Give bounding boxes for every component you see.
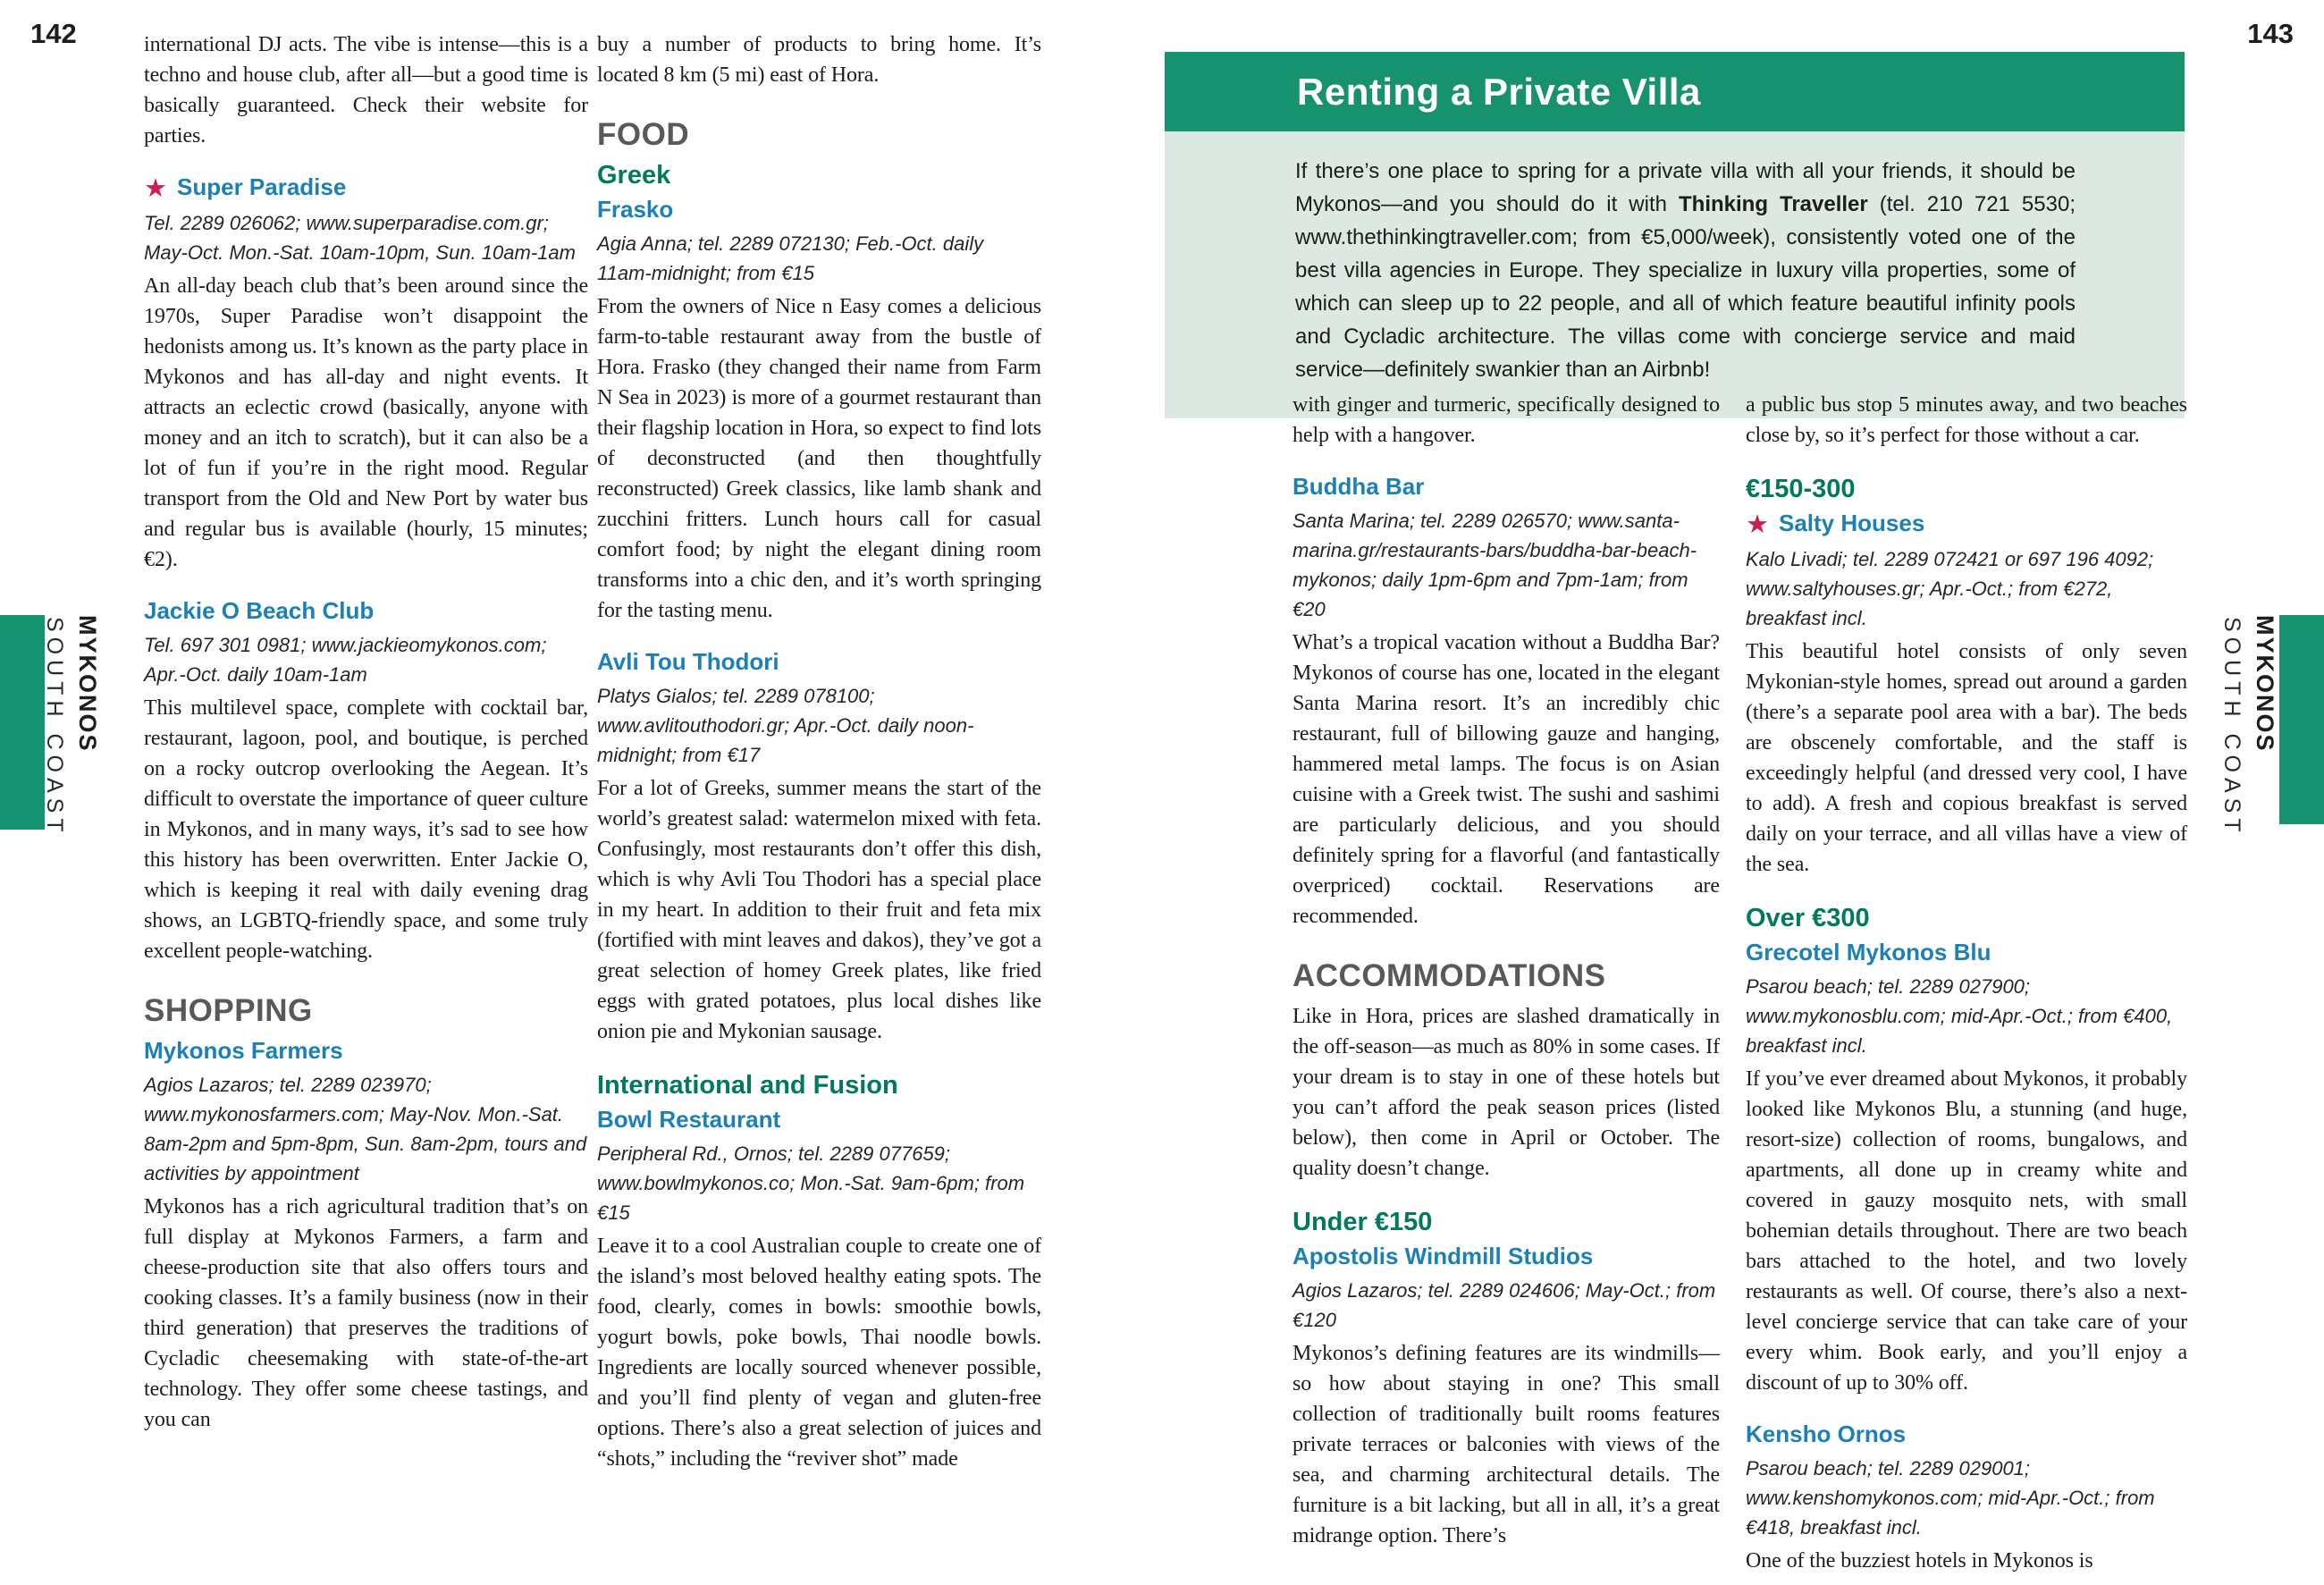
venue-heading: Frasko [597,196,674,223]
page-number-right: 143 [2247,18,2294,49]
body-paragraph: international DJ acts. The vibe is intense—this is a techno and house club, after all—but a good time is basically guaranteed. Check their website for parties. [144,33,588,148]
venue-heading: Mykonos Farmers [144,1037,343,1064]
body-paragraph: buy a number of products to bring home. It’s located 8 km (5 mi) east of Hora. [597,33,1041,87]
venue-heading: Grecotel Mykonos Blu [1746,939,1991,965]
listing-info: Tel. 697 301 0981; www.jackieomykonos.com; Apr.-Oct. daily 10am-1am [144,634,547,686]
listing-info: Santa Marina; tel. 2289 026570; www.santa-marina.gr/restaurants-bars/buddha-bar-beach-mykonos; daily 1pm-6pm and 7pm-1am; from €20 [1293,510,1697,620]
body-paragraph: From the owners of Nice n Easy comes a delicious farm-to-table restaurant away from the bustle of Hora. Frasko (they changed their name from Farm N Sea in 2023) is more of a gourmet restaurant than their flagship location in Hora, so expect to find lots of deconstructed (and then thoughtfully reconstructed) Greek classics, like lamb shank and zucchini fritters. Lunch hours call for casual comfort food; by night the elegant dining room transforms into a chic den, and it’s worth springing for the tasting menu. [597,295,1041,622]
venue-heading: Apostolis Windmill Studios [1293,1243,1594,1269]
chapter-tab-right [2279,615,2324,824]
star-icon: ★ [144,174,167,203]
price-subheading: €150-300 [1746,475,1856,503]
text-column-143-1 [1293,390,1720,1551]
price-subheading: Under €150 [1293,1208,1433,1236]
callout-header-bar [1165,52,2185,131]
page-number-left: 142 [30,18,77,49]
callout-title: Renting a Private Villa [1297,70,1701,113]
text-column-143-2 [1746,390,2187,1576]
body-paragraph: Leave it to a cool Australian couple to create one of the island’s most beloved healthy eating spots. The food, clearly, comes in bowls: smoothie bowls, yogurt bowls, poke bowls, Thai noodle bowls. Ingredients are locally sourced whenever possible, and you’ll find plenty of vegan and gluten-free options. There’s also a great selection of juices and “shots,” including the “reviver shot” made [597,1235,1041,1471]
section-heading: ACCOMMODATIONS [1293,958,1606,993]
price-subheading: International and Fusion [597,1071,898,1100]
body-paragraph: Mykonos has a rich agricultural tradition that’s on full display at Mykonos Farmers, a farm and cheese-production site that also offers tours and cooking classes. It’s a family business (now in their third generation) that preserves the traditions of Cycladic cheesemaking with state-of-the-art technology. They offer some cheese tastings, and you can [144,1195,588,1431]
body-paragraph: This multilevel space, complete with cocktail bar, restaurant, lagoon, pool, and boutique, is perched on a rocky outcrop overlooking the Aegean. It’s difficult to overstate the importance of queer culture in Mykonos, and in many ways, it’s sad to see how this history has been overwritten. Enter Jackie O, which is keeping it real with daily evening drag shows, an LGBTQ-friendly space, and some truly excellent people-watching. [144,696,588,963]
price-subheading: Over €300 [1746,904,1870,932]
tab-chapter-label-right: MYKONOS [2252,615,2278,753]
section-heading: FOOD [597,117,690,152]
listing-info: Tel. 2289 026062; www.superparadise.com.gr; May-Oct. Mon.-Sat. 10am-10pm, Sun. 10am-1am [144,212,576,264]
listing-info: Agia Anna; tel. 2289 072130; Feb.-Oct. daily 11am-midnight; from €15 [597,232,984,284]
text-column-142-1 [144,30,588,1435]
listing-info: Agios Lazaros; tel. 2289 024606; May-Oct.; from €120 [1293,1279,1716,1331]
listing-info: Psarou beach; tel. 2289 027900; www.mykonosblu.com; mid-Apr.-Oct.; from €400, breakfast incl. [1746,975,2173,1057]
body-paragraph: What’s a tropical vacation without a Buddha Bar? Mykonos of course has one, located in the elegant Santa Marina resort. It’s an incredibly chic restaurant, full of billowing gauze and hanging, hammered metal lamps. The focus is on Asian cuisine with a Greek twist. The sushi and sashimi are particularly delicious, and you should definitely spring for a flavorful (and fantastically overpriced) cocktail. Reservations are recommended. [1293,631,1720,928]
listing-info: Peripheral Rd., Ornos; tel. 2289 077659; www.bowlmykonos.co; Mon.-Sat. 9am-6pm; from €15 [597,1142,1025,1224]
body-paragraph: a public bus stop 5 minutes away, and two beaches close by, so it’s perfect for those without a car. [1746,393,2187,447]
chapter-tab-left [0,615,45,830]
venue-heading: Buddha Bar [1293,473,1425,500]
tab-section-label-right: SOUTH COAST [2219,617,2244,838]
body-paragraph: If there’s one place to spring for a private villa with all your friends, it should be Mykonos—and you should do it with Thinking Traveller (tel. 210 721 5530; www.thethinkingtraveller.com; from €5,000/week), consistently voted one of the best villa agencies in Europe. They specialize in luxury villa properties, some of which can sleep up to 22 people, and all of which feature beautiful infinity pools and Cycladic architecture. The villas come with concierge service and maid service—definitely swankier than an Airbnb! [1295,159,2076,382]
callout-box [1165,52,2185,418]
venue-heading: Avli Tou Thodori [597,648,779,675]
venue-heading: Kensho Ornos [1746,1421,1907,1447]
star-icon: ★ [1746,510,1769,539]
listing-info: Platys Gialos; tel. 2289 078100; www.avlitouthodori.gr; Apr.-Oct. daily noon-midnight; from €17 [597,685,974,766]
body-paragraph: If you’ve ever dreamed about Mykonos, it probably looked like Mykonos Blu, a stunning (and huge, resort-size) collection of rooms, bungalows, and apartments, all done up in creamy white and covered in gauzy mosquito nets, with small bohemian details throughout. There are two beach bars attached to the hotel, and two lovely restaurants as well. Of course, there’s also a next-level concierge service that can take care of your every whim. Book early, and you’ll enjoy a discount of up to 30% off. [1746,1067,2187,1395]
body-paragraph: One of the buzziest hotels in Mykonos is [1746,1549,2093,1572]
callout-body [1165,131,2185,418]
tab-section-label-left: SOUTH COAST [42,617,67,838]
body-paragraph: Like in Hora, prices are slashed dramatically in the off-season—as much as 80% in some cases. If your dream is to stay in one of these hotels but you can’t afford the peak season prices (listed below), then come in April or October. The quality doesn’t change. [1293,1005,1720,1180]
body-paragraph: For a lot of Greeks, summer means the start of the world’s greatest salad: watermelon mixed with feta. Confusingly, most restaurants don’t offer this dish, which is why Avli Tou Thodori has a special place in my heart. In addition to their fruit and feta mix (fortified with mint leaves and dakos), they’ve got a great selection of homey Greek plates, like fried eggs with grated potatoes, plus local dishes like onion pie and Mykonian sausage. [597,777,1041,1043]
listing-info: Psarou beach; tel. 2289 029001; www.kenshomykonos.com; mid-Apr.-Oct.; from €418, breakfast incl. [1746,1457,2155,1539]
venue-heading: ★ Super Paradise [144,173,347,203]
venue-heading: Bowl Restaurant [597,1106,781,1133]
body-paragraph: Mykonos’s defining features are its windmills—so how about staying in one? This small collection of traditionally built rooms features private terraces or balconies with views of the sea, and charming architectural details. The furniture is a bit lacking, but all in all, it’s a great midrange option. There’s [1293,1342,1720,1547]
text-column-142-2 [597,30,1041,1474]
price-subheading: Greek [597,161,671,190]
tab-chapter-label-left: MYKONOS [74,615,101,753]
section-heading: SHOPPING [144,993,313,1028]
body-paragraph: This beautiful hotel consists of only seven Mykonian-style homes, spread out around a garden (there’s a separate pool area with a bar). The beds are obscenely comfortable, and the staff is exceedingly helpful (and dressed very cool, I have to add). A fresh and copious breakfast is served daily on your terrace, and all villas have a view of the sea. [1746,640,2187,876]
venue-heading: Jackie O Beach Club [144,597,375,624]
listing-info: Agios Lazaros; tel. 2289 023970; www.mykonosfarmers.com; May-Nov. Mon.-Sat. 8am-2pm and 5pm-8pm, Sun. 8am-2pm, tours and activities by appointment [144,1074,587,1185]
body-paragraph: with ginger and turmeric, specifically designed to help with a hangover. [1293,393,1720,447]
venue-heading: ★ Salty Houses [1746,510,1925,539]
body-paragraph: An all-day beach club that’s been around since the 1970s, Super Paradise won’t disappoint the hedonists among us. It’s known as the party place in Mykonos and has all-day and night events. It attracts an eclectic crowd (basically, anyone with money and an itch to scratch), but it can also be a lot of fun if you’re in the right mood. Regular transport from the Old and New Port by water bus and regular bus is available (hourly, 15 minutes; €2). [144,274,588,571]
listing-info: Kalo Livadi; tel. 2289 072421 or 697 196 4092; www.saltyhouses.gr; Apr.-Oct.; from €272, breakfast incl. [1746,548,2154,629]
